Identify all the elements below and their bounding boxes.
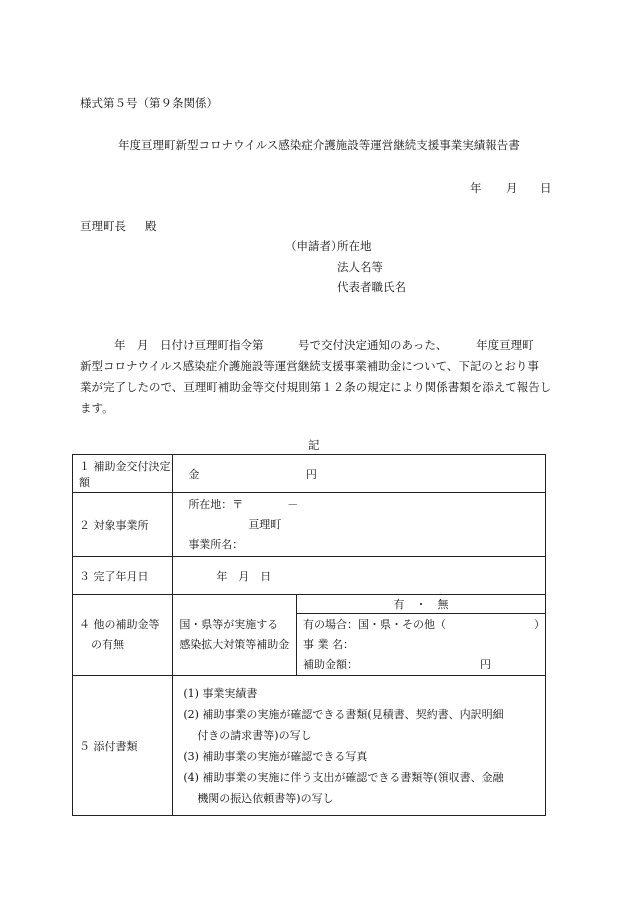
row4-amount-yen: 円	[480, 657, 491, 671]
row5-item: (3) 補助事業の実施が確認できる写真	[183, 749, 368, 763]
row4-label-line2: の有無	[91, 638, 124, 651]
body-line: 年 月 日付け亘理町指令第 号で交付決定通知のあった、 年度亘理町	[114, 338, 534, 352]
row4-details	[297, 614, 546, 676]
addressee-honorific: 殿	[145, 219, 157, 233]
applicant-label: （申請者）	[285, 239, 343, 253]
addressee-name: 亘理町長	[80, 219, 126, 233]
table-row	[73, 676, 546, 816]
row4-amount	[303, 655, 545, 675]
row4-project: 事 業 名：	[303, 637, 354, 651]
date-year-label: 年	[470, 181, 482, 195]
row2-label: ２ 対象事業所	[73, 493, 173, 557]
applicant-address-label: 所在地	[337, 239, 372, 253]
applicant-corp-label: 法人名等	[337, 260, 383, 274]
row5-item: (1) 事業実績書	[183, 686, 258, 700]
form-number: 様式第５号（第９条関係）	[80, 96, 218, 110]
row4-case: 有の場合：国・県・その他（ ）	[303, 617, 545, 631]
row2-town: 亘理町	[248, 517, 282, 531]
report-table	[72, 454, 546, 816]
document-title: 年度亘理町新型コロナウイルス感染症介護施設等運営継続支援事業実績報告書	[118, 138, 520, 152]
row1-label: １ 補助金交付決定額	[73, 455, 173, 493]
row2-value	[173, 493, 546, 557]
row1-kin: 金	[188, 467, 200, 481]
row3-label: ３ 完了年月日	[73, 557, 173, 595]
row5-items	[173, 676, 546, 816]
row4-middle	[173, 595, 297, 676]
row4-mid-line1: 国・県等が実施する	[179, 618, 279, 631]
row4-label	[73, 595, 173, 676]
row1-yen: 円	[305, 467, 317, 481]
row3-date: 年 月 日	[173, 557, 546, 595]
row4-amount-label: 補助金額：	[303, 657, 358, 671]
row5-item: (4) 補助事業の実施に伴う支出が確認できる書類等(領収書、金融	[183, 770, 504, 784]
row4-yes-no: 有 ・ 無	[297, 595, 546, 614]
body-line: ます。	[80, 401, 114, 415]
ki-heading: 記	[308, 438, 320, 452]
row1-value	[173, 455, 546, 493]
row2-address: 所在地：〒 －	[188, 497, 299, 511]
table-row	[73, 455, 546, 493]
report-body	[80, 335, 552, 419]
table-row	[73, 493, 546, 557]
table-row	[73, 595, 546, 614]
body-line: 業が完了したので、亘理町補助金等交付規則第１２条の規定により関係書類を添えて報告し	[80, 380, 552, 394]
table-row	[73, 557, 546, 595]
row2-office: 事業所名：	[188, 537, 244, 551]
date-day-label: 日	[540, 181, 552, 195]
row5-label: ５ 添付書類	[73, 676, 173, 816]
row5-item: 機関の振込依頼書等)の写し	[197, 791, 334, 805]
row5-item: (2) 補助事業の実施が確認できる書類(見積書、契約書、内訳明細	[183, 707, 504, 721]
row5-item: 付きの請求書等)の写し	[197, 728, 312, 742]
row4-mid-line2: 感染拡大対策等補助金	[179, 638, 290, 651]
date-month-label: 月	[506, 181, 518, 195]
body-line: 新型コロナウイルス感染症介護施設等運営継続支援事業補助金について、下記のとおり事	[80, 359, 539, 373]
applicant-rep-label: 代表者職氏名	[337, 280, 406, 294]
row4-label-line1: ４ 他の補助金等	[79, 618, 160, 631]
